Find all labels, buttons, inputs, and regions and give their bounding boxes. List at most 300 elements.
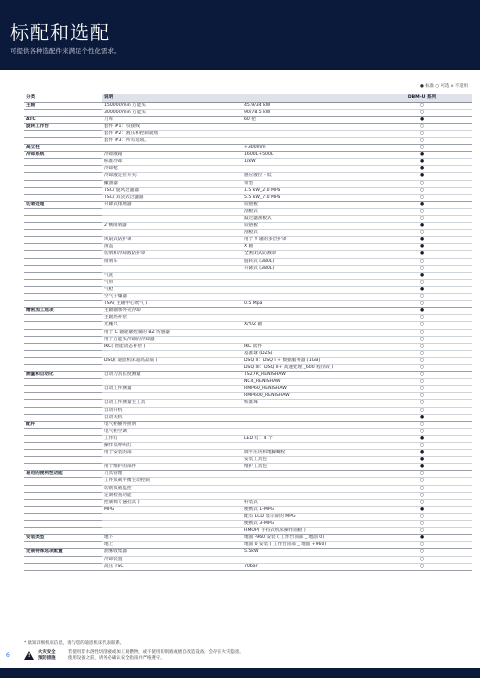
row-detail: 校准珠 — [242, 400, 372, 407]
row-category — [24, 159, 102, 166]
row-item: 切削负载监控 — [102, 485, 242, 492]
row-availability: ○ — [372, 372, 472, 379]
row-detail: +300mm — [242, 145, 372, 152]
row-detail — [242, 443, 372, 450]
row-category — [24, 329, 102, 336]
row-category — [24, 265, 102, 272]
row-category — [24, 379, 102, 386]
row-category — [24, 528, 102, 535]
row-availability: ● — [372, 201, 472, 208]
row-detail — [242, 428, 372, 435]
row-item: 主轴热补偿 — [102, 315, 242, 322]
table-row — [24, 556, 472, 563]
row-item: 气洗 — [102, 272, 242, 279]
table-row — [24, 265, 472, 272]
table-row — [24, 535, 472, 542]
row-detail: 感应液位 - 低 — [242, 173, 372, 180]
row-availability: ○ — [372, 549, 472, 556]
row-category — [24, 521, 102, 528]
row-availability: ○ — [372, 294, 472, 301]
row-availability: ○ — [372, 428, 472, 435]
row-category — [24, 464, 102, 471]
row-category — [24, 208, 102, 215]
row-item: 冷却装置 — [102, 556, 242, 563]
table-row — [24, 237, 472, 244]
row-availability: ○ — [372, 563, 472, 570]
row-availability: ○ — [372, 364, 472, 371]
row-item: 操作员呼叫灯 — [102, 443, 242, 450]
table-row — [24, 450, 472, 457]
table-row — [24, 336, 472, 343]
table-row — [24, 159, 472, 166]
row-detail — [242, 556, 372, 563]
row-availability: ○ — [372, 145, 472, 152]
row-category — [24, 336, 102, 343]
row-availability: ○ — [372, 109, 472, 116]
row-availability: ○ — [372, 521, 472, 528]
row-category — [24, 173, 102, 180]
row-item — [102, 145, 242, 152]
row-detail: 升降式 (380L) — [242, 265, 372, 272]
row-detail — [242, 137, 372, 144]
table-row — [24, 492, 472, 499]
row-item: 冷却液箱 — [102, 152, 242, 159]
table-row — [24, 216, 472, 223]
row-availability: ○ — [372, 407, 472, 414]
row-availability: ○ — [372, 357, 472, 364]
row-detail: 铰链板 — [242, 223, 372, 230]
row-detail — [242, 166, 372, 173]
row-availability: ○ — [372, 301, 472, 308]
row-category — [24, 357, 102, 364]
table-row — [24, 435, 472, 442]
row-detail: DSQ III：DSQ II+ 高速处理 _600 程序段 ) — [242, 364, 372, 371]
row-detail: 配有 LCD 显示屏的 MPG — [242, 513, 372, 520]
table-row — [24, 180, 472, 187]
table-row — [24, 109, 472, 116]
row-item: 升降式排屑器 — [102, 201, 242, 208]
row-detail: 45.9/34 kW — [242, 102, 372, 109]
row-item: 自动刀具长度测量 — [102, 372, 242, 379]
row-item: 滑盖 — [102, 244, 242, 251]
row-availability: ○ — [372, 329, 472, 336]
row-availability: ● — [372, 251, 472, 258]
table-row — [24, 364, 472, 371]
row-item: 15000r/min 万能头 — [102, 102, 242, 109]
row-detail — [242, 414, 372, 421]
row-category — [24, 109, 102, 116]
row-item — [102, 379, 242, 386]
row-item — [102, 521, 242, 528]
header-description: 说明 — [102, 94, 372, 102]
table-row — [24, 478, 472, 485]
row-item: 套件 #3：所有选项。 — [102, 137, 242, 144]
row-detail: X/Y/Z 轴 — [242, 322, 372, 329]
row-item: TSC/ 双袋式过滤器 — [102, 194, 242, 201]
row-availability: ○ — [372, 194, 472, 201]
table-row — [24, 187, 472, 194]
row-category — [24, 237, 102, 244]
warning-icon: ! — [24, 651, 34, 660]
row-detail — [242, 294, 372, 301]
table-row — [24, 123, 472, 130]
row-availability: ○ — [372, 471, 472, 478]
row-availability: ● — [372, 166, 472, 173]
table-row — [24, 230, 472, 237]
row-item — [102, 364, 242, 371]
row-item: 冷却枪 — [102, 166, 242, 173]
row-availability: ● — [372, 272, 472, 279]
row-category — [24, 166, 102, 173]
row-availability: ○ — [372, 556, 472, 563]
row-item: 标准冷却 — [102, 159, 242, 166]
row-detail: 5.5 kW_7.0 MPa — [242, 194, 372, 201]
row-item: 工件负载平衡主动控制 — [102, 478, 242, 485]
row-detail: 杆装式 — [242, 499, 372, 506]
row-item: 自动开机 — [102, 407, 242, 414]
table-row — [24, 308, 472, 315]
row-category — [24, 230, 102, 237]
table-row — [24, 528, 472, 535]
row-category — [24, 492, 102, 499]
row-detail — [242, 308, 372, 315]
row-availability: ○ — [372, 542, 472, 549]
row-availability: ○ — [372, 379, 472, 386]
row-category — [24, 294, 102, 301]
page-number: 6 — [6, 652, 10, 659]
row-detail: 1600L+500L — [242, 152, 372, 159]
table-row — [24, 513, 472, 520]
table-row — [24, 166, 472, 173]
table-row — [24, 116, 472, 123]
row-detail: 刮板式 — [242, 208, 372, 215]
header-category: 分类 — [24, 94, 102, 102]
row-availability: ○ — [372, 400, 472, 407]
row-category — [24, 513, 102, 520]
row-detail — [242, 407, 372, 414]
row-item: 排屑车 — [102, 258, 242, 265]
row-item: 气枪 — [102, 286, 242, 293]
row-availability: ● — [372, 244, 472, 251]
row-category — [24, 286, 102, 293]
table-row — [24, 223, 472, 230]
row-category — [24, 315, 102, 322]
row-detail: 鼓过滤刮板式 — [242, 216, 372, 223]
row-availability: ○ — [372, 102, 472, 109]
page-header — [0, 0, 480, 70]
row-availability: ○ — [372, 492, 472, 499]
row-detail: 维护工具包 — [242, 464, 372, 471]
row-availability: ○ — [372, 208, 472, 215]
row-detail: 地面 -960 安装 ( 工作台顶部 _ 地面 0) — [242, 535, 372, 542]
row-detail: 用于 Y 轴的多层护罩 — [242, 237, 372, 244]
row-detail: 安装工具包 — [242, 457, 372, 464]
row-item: 电气柜额外照明 — [102, 421, 242, 428]
row-item — [102, 513, 242, 520]
page-title: 标配和选配 — [10, 22, 111, 44]
row-category — [24, 343, 102, 350]
row-item — [102, 230, 242, 237]
table-row — [24, 464, 472, 471]
table-row — [24, 563, 472, 570]
table-row — [24, 414, 472, 421]
footer-bar — [0, 668, 480, 678]
page-subtitle: 可提供各种选配件来满足个性化需求。 — [10, 47, 121, 55]
row-detail: TS27R_RENISHAW — [242, 372, 372, 379]
row-item: 工作灯 — [102, 435, 242, 442]
row-availability: ● — [372, 173, 472, 180]
row-detail — [242, 329, 372, 336]
row-item: 用于安装的部 — [102, 450, 242, 457]
row-item: 地上 — [102, 542, 242, 549]
row-item: 自动关机 — [102, 414, 242, 421]
table-row — [24, 343, 472, 350]
table-row — [24, 279, 472, 286]
row-category — [24, 478, 102, 485]
row-category — [24, 187, 102, 194]
row-availability: ○ — [372, 336, 472, 343]
row-availability: ● — [372, 414, 472, 421]
safety-warning — [24, 650, 324, 664]
row-detail: RMP60_RENISHAW — [242, 386, 372, 393]
row-availability: ● — [372, 237, 472, 244]
row-item: 刀库 — [102, 116, 242, 123]
table-row — [24, 407, 472, 414]
row-item: 2 侧排屑器 — [102, 223, 242, 230]
table-row — [24, 329, 472, 336]
table-row — [24, 428, 472, 435]
row-item — [102, 457, 242, 464]
row-detail: 带型 — [242, 180, 372, 187]
row-item: DSQ( 迪恩机床超高品质 ) — [102, 357, 242, 364]
row-availability: ○ — [372, 130, 472, 137]
table-row — [24, 251, 472, 258]
legend: ● 标准 ○ 可选 x 不适用 — [420, 84, 468, 89]
row-category — [24, 563, 102, 570]
row-item: 光栅尺 — [102, 322, 242, 329]
row-item: 撇油器 — [102, 180, 242, 187]
row-availability: ○ — [372, 216, 472, 223]
row-availability: ● — [372, 535, 472, 542]
row-detail: 便携式 3-MPG — [242, 521, 372, 528]
row-category — [24, 130, 102, 137]
row-detail: NC4_RENISHAW — [242, 379, 372, 386]
table-row — [24, 549, 472, 556]
row-detail: 便携式 1-MPG — [242, 506, 372, 513]
row-category — [24, 506, 102, 513]
row-availability: ○ — [372, 499, 472, 506]
row-detail: 1/kW — [242, 159, 372, 166]
row-availability: ● — [372, 464, 472, 471]
row-availability: ● — [372, 116, 472, 123]
row-detail — [242, 130, 372, 137]
row-detail — [242, 272, 372, 279]
row-item — [102, 393, 242, 400]
table-row — [24, 194, 472, 201]
table-row — [24, 443, 472, 450]
table-row — [24, 471, 472, 478]
table-row — [24, 173, 472, 180]
row-category: 主轴 — [24, 102, 102, 109]
row-category — [24, 301, 102, 308]
row-availability: ○ — [372, 265, 472, 272]
row-detail: 铰链板 — [242, 201, 372, 208]
table-row — [24, 152, 472, 159]
row-availability: ● — [372, 308, 472, 315]
header-series: DBM-U 系列 — [372, 94, 472, 102]
row-detail: RMP600_RENISHAW — [242, 393, 372, 400]
row-detail: 5.5kW — [242, 549, 372, 556]
row-category — [24, 216, 102, 223]
row-availability: ○ — [372, 393, 472, 400]
row-category — [24, 350, 102, 357]
table-header-row — [24, 94, 472, 102]
row-item: 控制椅 ( 悬挂式 ) — [102, 499, 242, 506]
row-availability: ○ — [372, 137, 472, 144]
row-availability: ○ — [372, 485, 472, 492]
row-availability: ○ — [372, 279, 472, 286]
warning-title: 火灾安全 预防措施 — [38, 650, 56, 661]
row-item: 用于 C 轴轮廓控制的 BZ 传感器 — [102, 329, 242, 336]
row-item: 套件 #2：液压和控制就绪 — [102, 130, 242, 137]
row-item — [102, 208, 242, 215]
row-item: 切屑和冷却液防护罩 — [102, 251, 242, 258]
row-detail: DSQ II：DSQ I + 数据服务器 [1GB] — [242, 357, 372, 364]
row-item: 自动工件测量主工具 — [102, 400, 242, 407]
row-detail — [242, 421, 372, 428]
row-detail — [242, 123, 372, 130]
row-item: 自动工件测量 — [102, 386, 242, 393]
row-availability: ○ — [372, 315, 472, 322]
row-item — [102, 528, 242, 535]
row-category — [24, 485, 102, 492]
table-row — [24, 499, 472, 506]
options-table — [24, 94, 472, 571]
row-detail: 90/78.5 kW — [242, 109, 372, 116]
row-category — [24, 279, 102, 286]
row-availability: ○ — [372, 528, 472, 535]
row-item: MPG — [102, 506, 242, 513]
table-row — [24, 322, 472, 329]
footnote: * 欲知详细机床信息，请与您的迪恩机床代表联系。 — [24, 641, 125, 646]
row-detail — [242, 471, 372, 478]
row-category — [24, 180, 102, 187]
row-category: 配件 — [24, 421, 102, 428]
table-row — [24, 301, 472, 308]
table-row — [24, 294, 472, 301]
table-row — [24, 201, 472, 208]
row-detail — [242, 485, 372, 492]
table-row — [24, 315, 472, 322]
row-category: 冷却系统 — [24, 152, 102, 159]
row-availability: ○ — [372, 343, 472, 350]
row-item — [102, 216, 242, 223]
row-category — [24, 428, 102, 435]
row-category — [24, 407, 102, 414]
row-detail: 全密闭式防溅罩 — [242, 251, 372, 258]
table-row — [24, 372, 472, 379]
row-availability: ○ — [372, 443, 472, 450]
table-row — [24, 357, 472, 364]
row-category — [24, 499, 102, 506]
row-availability: ○ — [372, 478, 472, 485]
row-category — [24, 450, 102, 457]
table-row — [24, 506, 472, 513]
row-category: ATC — [24, 116, 102, 123]
row-availability: ● — [372, 457, 472, 464]
row-item: 冷却液定位开关: — [102, 173, 242, 180]
row-detail: 70bar — [242, 563, 372, 570]
row-detail: 刮板式 — [242, 230, 372, 237]
table-row — [24, 485, 472, 492]
row-item: 油雾收集器 — [102, 549, 242, 556]
row-category: 测量和自动化 — [24, 372, 102, 379]
row-availability: ○ — [372, 421, 472, 428]
row-item: 电气柜空调 — [102, 428, 242, 435]
row-item — [102, 265, 242, 272]
row-category: 易用的便利性功能 — [24, 471, 102, 478]
warning-text: 若使用非水溶性切削液或加工易燃物，或不使用切削液或擅自改造设备，会存在火灾隐患。 使用设备之前，请务必确认安全指南并严格遵守。 — [68, 650, 244, 661]
row-category — [24, 457, 102, 464]
row-category — [24, 258, 102, 265]
table-row — [24, 457, 472, 464]
table-row — [24, 393, 472, 400]
row-detail: 调平压块和地脚螺栓 — [242, 450, 372, 457]
row-category — [24, 443, 102, 450]
row-detail: LED 灯：4 个 — [242, 435, 372, 442]
table-row — [24, 386, 472, 393]
row-detail: 60 把 — [242, 116, 372, 123]
row-detail: HMOP( 手持式机床操作面板 ) — [242, 528, 372, 535]
row-category — [24, 322, 102, 329]
table-row — [24, 102, 472, 109]
row-detail — [242, 478, 372, 485]
row-category — [24, 223, 102, 230]
row-detail — [242, 279, 372, 286]
row-detail: 基准球 (DZS) — [242, 350, 372, 357]
row-category: 切屑处理 — [24, 201, 102, 208]
row-availability: ● — [372, 506, 472, 513]
row-detail — [242, 315, 372, 322]
row-item: 空气干燥器 — [102, 294, 242, 301]
table-row — [24, 145, 472, 152]
row-category — [24, 364, 102, 371]
row-category — [24, 556, 102, 563]
row-category: 高立柱 — [24, 145, 102, 152]
row-item: TSC/ 旋风过滤器 — [102, 187, 242, 194]
row-item: 用于万能头冷却的冷却器 — [102, 336, 242, 343]
row-detail: 1.5 kW_2.0 MPa — [242, 187, 372, 194]
row-detail: 地面 0 安装 ( 工作台顶部 _ 地面 +960) — [242, 542, 372, 549]
row-item: 用于维护的部件 — [102, 464, 242, 471]
row-detail: 0.5 Mpa — [242, 301, 372, 308]
table-row — [24, 400, 472, 407]
row-category — [24, 435, 102, 442]
row-detail: X 轴 — [242, 244, 372, 251]
row-availability: ○ — [372, 187, 472, 194]
row-category: 旋转工作台 — [24, 123, 102, 130]
row-category — [24, 400, 102, 407]
row-item: 风扇式防护罩 — [102, 237, 242, 244]
row-availability: ○ — [372, 350, 472, 357]
row-availability: ○ — [372, 386, 472, 393]
row-item: 定期检查功能 — [102, 492, 242, 499]
row-item: IKC( 智能动态补偿 ) — [102, 343, 242, 350]
row-availability: ○ — [372, 513, 472, 520]
row-item — [102, 350, 242, 357]
table-row — [24, 542, 472, 549]
row-availability: ● — [372, 286, 472, 293]
